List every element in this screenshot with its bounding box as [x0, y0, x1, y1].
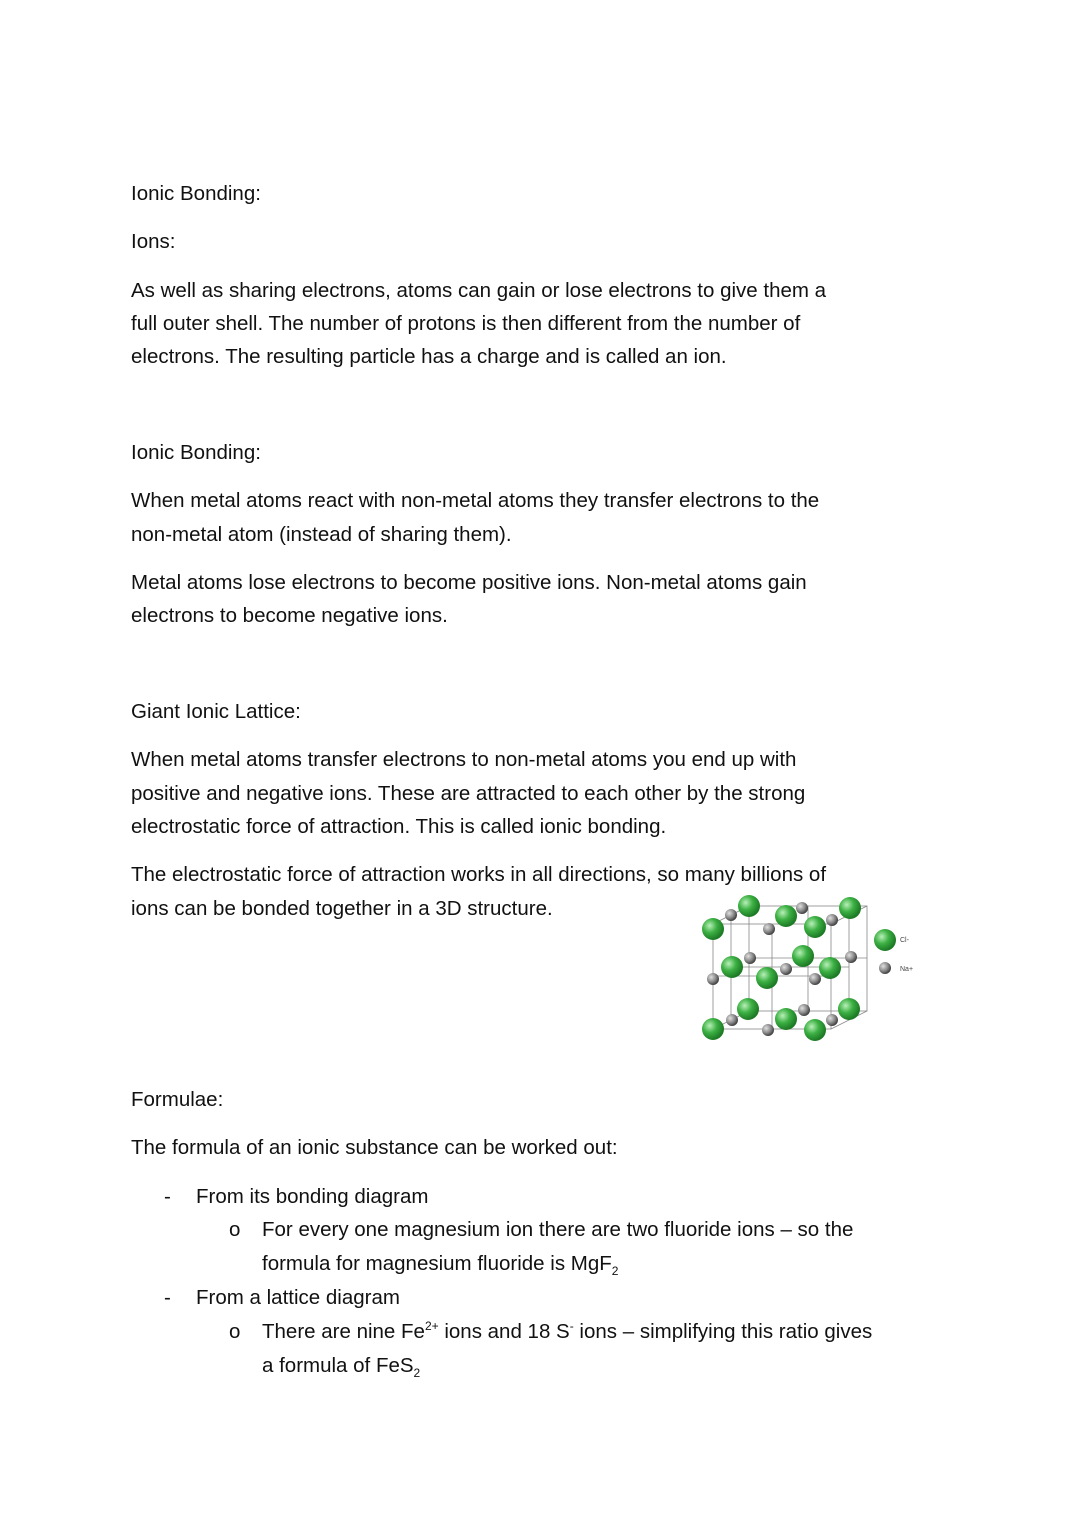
circle-bullet: o [229, 1320, 241, 1343]
heading-ionic-bonding: Ionic Bonding: [131, 182, 261, 205]
paragraph-line: When metal atoms react with non-metal atoms they transfer electrons to the [131, 489, 820, 512]
paragraph-line: As well as sharing electrons, atoms can gain or lose electrons to give them a [131, 279, 827, 302]
heading-formulae: Formulae: [131, 1088, 224, 1111]
paragraph-line: electrons. The resulting particle has a charge and is called an ion. [131, 345, 727, 368]
text: ions and 18 S [438, 1320, 570, 1343]
sub-bullet-line: For every one magnesium ion there are two fluoride ions – so the [262, 1218, 854, 1241]
circle-bullet: o [229, 1218, 241, 1241]
heading-ions: Ions: [131, 230, 176, 253]
sub-bullet-line [262, 1319, 872, 1345]
text: There are nine Fe [262, 1320, 425, 1343]
bullet-bonding-diagram: From its bonding diagram [196, 1185, 429, 1208]
legend-na-swatch [879, 962, 891, 974]
paragraph-line: full outer shell. The number of protons is then different from the number of [131, 312, 801, 335]
paragraph-line: electrons to become negative ions. [131, 604, 448, 627]
paragraph-line: ions can be bonded together in a 3D structure. [131, 897, 553, 920]
formula-text: formula for magnesium fluoride is MgF [262, 1252, 612, 1275]
superscript: - [569, 1319, 574, 1334]
nacl-lattice-diagram [696, 892, 926, 1044]
paragraph-line: non-metal atom (instead of sharing them). [131, 523, 512, 546]
subscript: 2 [611, 1264, 619, 1279]
dash-bullet: - [164, 1185, 171, 1208]
legend-cl-label: Cl- [900, 937, 909, 944]
paragraph-line: Metal atoms lose electrons to become positive ions. Non-metal atoms gain [131, 571, 807, 594]
bullet-lattice-diagram: From a lattice diagram [196, 1286, 400, 1309]
sub-bullet-line [262, 1353, 420, 1379]
paragraph-line: When metal atoms transfer electrons to non-metal atoms you end up with [131, 748, 797, 771]
sub-bullet-line [262, 1251, 618, 1277]
paragraph-line: The electrostatic force of attraction works in all directions, so many billions of [131, 863, 827, 886]
legend-na-label: Na+ [900, 966, 914, 973]
formula-text: a formula of FeS [262, 1354, 414, 1377]
subscript: 2 [413, 1366, 421, 1381]
heading-giant-ionic-lattice: Giant Ionic Lattice: [131, 700, 301, 723]
dash-bullet: - [164, 1286, 171, 1309]
paragraph-line: electrostatic force of attraction. This is called ionic bonding. [131, 815, 667, 838]
heading-ionic-bonding-2: Ionic Bonding: [131, 441, 261, 464]
superscript: 2+ [424, 1319, 439, 1334]
formulae-intro: The formula of an ionic substance can be worked out: [131, 1136, 618, 1159]
paragraph-line: positive and negative ions. These are attracted to each other by the strong [131, 782, 806, 805]
legend-cl-swatch [874, 929, 896, 951]
text: ions – simplifying this ratio gives [573, 1320, 873, 1343]
